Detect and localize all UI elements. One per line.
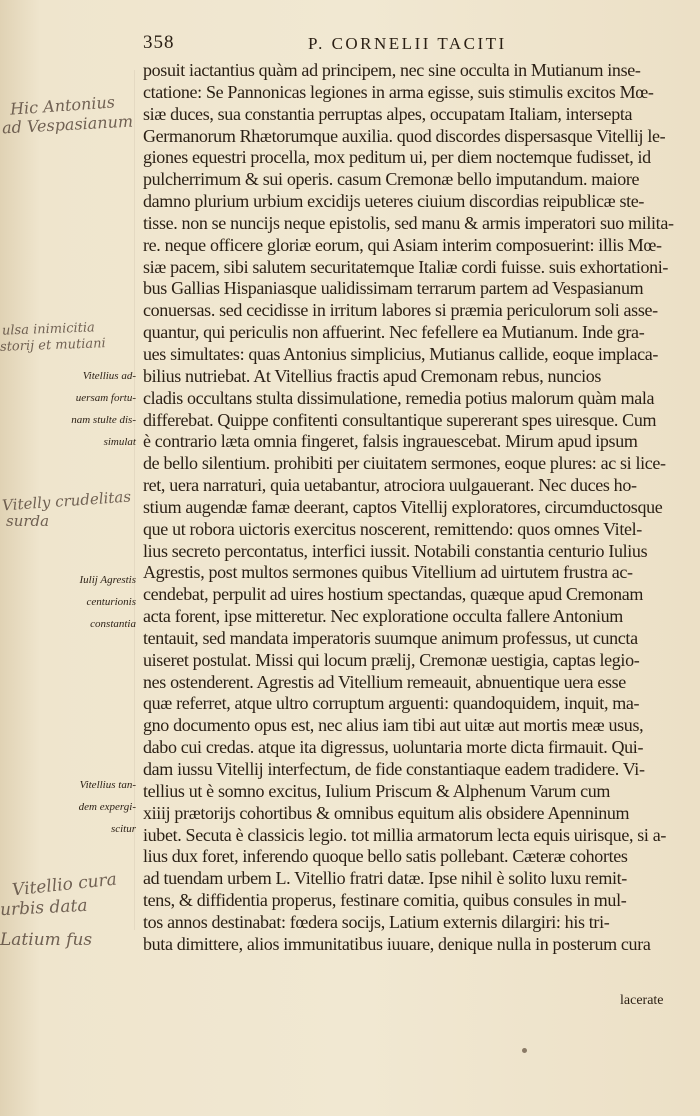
text-line: quantur, qui periculis non affuerint. Nec fefellere ea Mutianum. Inde gra- [143, 322, 645, 343]
text-line: que ut robora uictoris exercitus noscerent, remittendo: quos omnes Vitel- [143, 518, 642, 539]
sidenote: centurionis [86, 596, 136, 608]
text-line: cendebat, perpulit ad uires hostium spectandas, quæque apud Cremonam [143, 584, 644, 605]
manuscript-note: storij et mutiani [0, 336, 106, 355]
text-line: dabo cui credas. atque ita digressus, uoluntaria morte dicta firmauit. Qui- [143, 737, 644, 758]
manuscript-note: Hic Antonius [9, 92, 116, 119]
sidenote: simulat [103, 436, 136, 448]
catchword: lacerate [620, 993, 664, 1008]
manuscript-note: ad Vespasianum [1, 111, 134, 138]
manuscript-note: Vitelly crudelitas [1, 487, 132, 515]
text-line: Agrestis, post multos sermones quibus Vitellium ad uirtutem frustra ac- [143, 562, 633, 583]
text-line: ret, uera narraturi, quia uetabantur, atrociora uulgauerant. Nec duces ho- [143, 475, 637, 496]
text-line: bilius nutriebat. At Vitellius fractis apud Cremonam rebus, nuncios [143, 365, 602, 386]
text-line: pulcherrimum & sui operis. casum Cremonæ bello imputandum. maiore [143, 169, 640, 190]
text-line: de bello silentium. prohibiti per ciuitatem sermones, eoque plures: ac si lice- [143, 453, 666, 474]
text-line: lius secreto percontatus, interfici iussit. Notabili constantia centurio Iulius [143, 540, 648, 561]
sidenote: Vitellius tan- [79, 779, 136, 791]
text-line: posuit iactantius quàm ad principem, nec sine occulta in Mutianum inse- [143, 60, 641, 80]
text-line: gno documento opus est, nec alius iam tibi aut uitæ aut mortis meæ usus, [143, 715, 644, 736]
sidenote: nam stulte dis- [71, 414, 136, 426]
page-header [143, 32, 663, 58]
page-number: 358 [143, 32, 175, 53]
text-line: acta forent, ipse mitteretur. Nec exploratione occulta fallere Antonium [143, 606, 623, 627]
sidenote: scitur [110, 823, 136, 835]
text-line: tellius ut è somno excitus, Iulium Priscum & Alphenum Varum cum [143, 780, 611, 801]
manuscript-note: ulsa inimicitia [1, 320, 96, 339]
text-line: xiiij prætorijs cohortibus & omnibus equitum alis obsidere Apenninum [143, 802, 630, 823]
text-line: tisse. non se nuncijs neque epistolis, sed manu & armis imperatori suo milita- [143, 212, 674, 233]
page-spot [522, 1048, 527, 1053]
manuscript-note: surda [6, 512, 50, 530]
text-line: lius dux foret, inferendo quoque bello satis pollebant. Cæteræ cohortes [143, 846, 628, 867]
sidenote: uersam fortu- [75, 392, 136, 404]
text-line: siæ duces, sua constantia perruptas alpes, occupatam Italiam, intersepta [143, 103, 633, 124]
sidenote: Vitellius ad- [82, 370, 136, 382]
manuscript-note: urbis data [0, 895, 88, 921]
text-line: uiseret postulat. Missi qui locum prælij, Cremonæ uestigia, captas legio- [143, 649, 640, 670]
text-line: tens, & diffidentia properus, festinare comitia, quibus consules in mul- [143, 890, 627, 911]
sidenote: Iulij Agrestis [79, 574, 136, 586]
text-line: tos annos destinabat: fœdera socijs, Latium externis dilargiri: his tri- [143, 911, 610, 932]
text-line: tentauit, sed mandata imperatoris suumque animum professus, ut cuncta [143, 627, 638, 648]
text-line: buta dimittere, alios immunitatibus iuuare, denique nulla in posterum cura [143, 933, 651, 954]
text-line: cladis occultans stulta dissimulatione, remedia potius malorum quàm mala [143, 387, 655, 408]
text-line: nes ostenderent. Agrestis ad Vitellium remeauit, abnuentique uera esse [143, 671, 626, 692]
sidenote: dem expergi- [78, 801, 136, 813]
text-line: conuersas. sed cecidisse in irritum labores si præmia periculorum soli asse- [143, 300, 658, 321]
manuscript-note: Vitellio cura [11, 869, 118, 901]
manuscript-note: Latium fus [0, 930, 93, 950]
text-line: damno plurium urbium excidijs ueteres ciuium discordias reipublicæ ste- [143, 191, 645, 212]
text-line: è contrario læta omnia fingeret, falsis ingrauescebat. Mirum apud ipsum [143, 431, 638, 452]
text-line: re. neque officere gloriæ eorum, qui Asiam interim composuerint: illis Mœ- [143, 234, 662, 255]
text-line: giones equestri procella, mox peditum ui, per diem noctemque fudisset, id [143, 147, 651, 168]
text-line: ues simultates: quas Antonius simplicius, Mutianus callide, eoque implaca- [143, 343, 659, 364]
text-line: bus Gallias Hispaniasque ualidissimam terrarum partem ad Vespasianum [143, 278, 644, 299]
text-line: ctatione: Se Pannonicas legiones in arma egisse, suis stimulis excitos Mœ- [143, 81, 654, 102]
text-line: differebat. Quippe confitenti consultantique supererant spes uiresque. Cum [143, 409, 657, 430]
text-line: ad tuendam urbem L. Vitellio fratri datæ. Ipse nihil è solito luxu remit- [143, 868, 627, 889]
text-line: Germanorum Rhætorumque auxilia. quod discordes dispersasque Vitellij le- [143, 125, 666, 146]
sidenote: constantia [90, 618, 136, 630]
text-line: siæ pacem, sibi salutem securitatemque Italiæ cordi fuisse. suis exhortationi- [143, 256, 669, 277]
text-line: iubet. Secuta è classicis legio. tot millia armatorum lecta equis uirisque, si a- [143, 824, 666, 845]
running-title: P. CORNELII TACITI [308, 34, 507, 53]
text-line: stium augendæ famæ deerant, captos Vitellij exploratores, circumductosque [143, 496, 663, 517]
text-line: quæ referret, atque ultro corruptum arguenti: quandoquidem, inquit, ma- [143, 693, 640, 714]
text-body [143, 60, 675, 956]
text-line: dam iussu Vitellij interfectum, de fide constantiaque eadem tradidere. Vi- [143, 759, 645, 779]
